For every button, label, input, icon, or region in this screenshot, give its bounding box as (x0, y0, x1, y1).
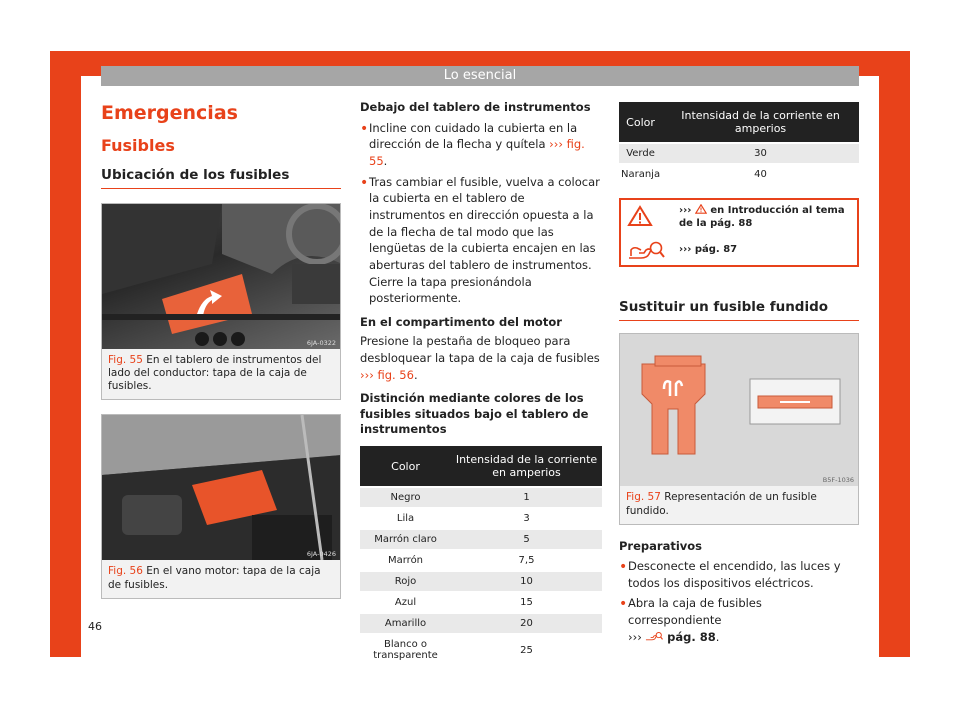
figure-57 (619, 333, 859, 524)
dashboard-photo (102, 204, 340, 349)
ref-arrows: ››› (628, 629, 642, 644)
table-row (360, 551, 602, 570)
table-cell: Negro (360, 488, 451, 507)
figure-caption (102, 560, 340, 597)
table-cell: 30 (662, 144, 859, 163)
topic-title: Sustituir un fusible fundido (619, 299, 859, 321)
table-row (619, 165, 859, 184)
page-number: 46 (88, 620, 102, 633)
table-row (360, 635, 602, 665)
column-left (101, 100, 341, 599)
topic-title: Ubicación de los fusibles (101, 167, 341, 189)
figure-number: Fig. 57 (626, 491, 661, 504)
column-header: Color (619, 102, 662, 142)
page-ref-link[interactable]: ››› pág. 87 (679, 244, 738, 256)
warning-triangle-icon (627, 205, 653, 227)
table-row (360, 614, 602, 633)
warning-triangle-icon (695, 204, 707, 214)
figure-ref-link[interactable]: ››› fig. 56 (360, 367, 414, 382)
subheading: Preparativos (619, 538, 703, 553)
figure-caption-text: En el tablero de instrumentos del lado del conductor: tapa de la caja de fusibles. (108, 354, 322, 393)
figure-55 (101, 203, 341, 400)
figure-number: Fig. 55 (108, 354, 143, 366)
table-cell: 20 (451, 614, 602, 633)
column-right (619, 100, 859, 646)
figure-number: Fig. 56 (108, 565, 143, 578)
figure-caption (102, 349, 340, 399)
table-cell: 1 (451, 488, 602, 507)
table-cell: Marrón claro (360, 530, 451, 549)
subsection-title: Fusibles (101, 136, 175, 155)
column-header: Color (360, 446, 451, 486)
table-row (360, 509, 602, 528)
subheading: Distinción mediante colores de los fusibles situados bajo el tablero de instrumentos (360, 391, 589, 437)
intro-page-ref-link[interactable]: en Introducción al tema de la pág. 88 (679, 205, 845, 230)
figure-caption (620, 486, 858, 523)
page-ref-link[interactable]: pág. 88 (667, 629, 716, 644)
table-cell: 5 (451, 530, 602, 549)
table-cell: Verde (619, 144, 662, 163)
table-cell: 25 (451, 635, 602, 665)
figure-code: B5F-1036 (822, 476, 854, 485)
table-cell: Marrón (360, 551, 451, 570)
table-cell: 3 (451, 509, 602, 528)
table-row (619, 144, 859, 163)
list-item: • Tras cambiar el fusible, vuelva a colocar la cubierta en el tablero de instrumentos en dirección opuesta a la de la flecha de tal modo que las lengüetas de la cubierta encajen en las aberturas del tablero de instrumentos. Cierre la tapa presionándola posteriormente. (360, 174, 602, 307)
engine-fuse-box-illustration (102, 415, 340, 560)
section-title: Emergencias (101, 102, 238, 124)
table-row (360, 530, 602, 549)
column-header: Intensidad de la corriente en amperios (662, 102, 859, 142)
subheading: Debajo del tablero de instrumentos (360, 100, 591, 114)
paragraph: Presione la pestaña de bloqueo para desbloquear la tapa de la caja de fusibles ››› fig. 56. (360, 334, 600, 382)
figure-caption-text: En el vano motor: tapa de la caja de fusibles. (108, 565, 321, 591)
figure-code: 6JA-0426 (306, 550, 336, 559)
list-item: • Desconecte el encendido, las luces y todos los dispositivos eléctricos. (619, 558, 859, 591)
hand-with-magnifier-icon (627, 240, 665, 262)
column-header: Intensidad de la corriente en amperios (451, 446, 602, 486)
subheading: En el compartimento del motor (360, 314, 562, 329)
table-row (360, 593, 602, 612)
header-bar: Lo esencial (101, 66, 859, 86)
table-cell: Naranja (619, 165, 662, 184)
table-cell: Lila (360, 509, 451, 528)
list-item: • Incline con cuidado la cubierta en la dirección de la flecha y quítela ››› fig. 55. (360, 120, 602, 170)
figure-56 (101, 414, 341, 598)
ref-arrows: ››› (679, 205, 692, 217)
table-cell: Amarillo (360, 614, 451, 633)
table-cell: 15 (451, 593, 602, 612)
bullet-text: Incline con cuidado la cubierta en la dirección de la flecha y quítela (369, 120, 578, 152)
column-middle (360, 100, 602, 667)
figure-caption-text: Representación de un fusible fundido. (626, 491, 817, 517)
fuse-color-table-continued (619, 100, 859, 186)
figure-code: 6JA-0322 (306, 339, 336, 347)
fuse-color-table (360, 444, 602, 667)
table-row (360, 488, 602, 507)
table-cell: Blanco o transparente (360, 635, 451, 665)
dashboard-fuse-cover-illustration (102, 204, 340, 349)
table-cell: Azul (360, 593, 451, 612)
blown-fuse-illustration-area (620, 334, 858, 486)
blown-fuse-illustration (620, 334, 858, 486)
table-cell: 40 (662, 165, 859, 184)
bullet-text: Abra la caja de fusibles correspondiente (628, 596, 762, 628)
figure-ref-link[interactable]: ››› fig. 55 (369, 137, 585, 168)
paragraph-text: Presione la pestaña de bloqueo para desbloquear la tapa de la caja de fusibles (360, 334, 600, 366)
table-cell: 7,5 (451, 551, 602, 570)
hand-with-magnifier-icon (645, 631, 663, 642)
engine-bay-photo (102, 415, 340, 560)
list-item: • Abra la caja de fusibles correspondiente ››› pág. 88. (619, 595, 859, 645)
notice-text-warning (679, 204, 849, 230)
table-cell: Rojo (360, 572, 451, 591)
table-cell: 10 (451, 572, 602, 591)
notice-box (619, 198, 859, 267)
table-row (360, 572, 602, 591)
